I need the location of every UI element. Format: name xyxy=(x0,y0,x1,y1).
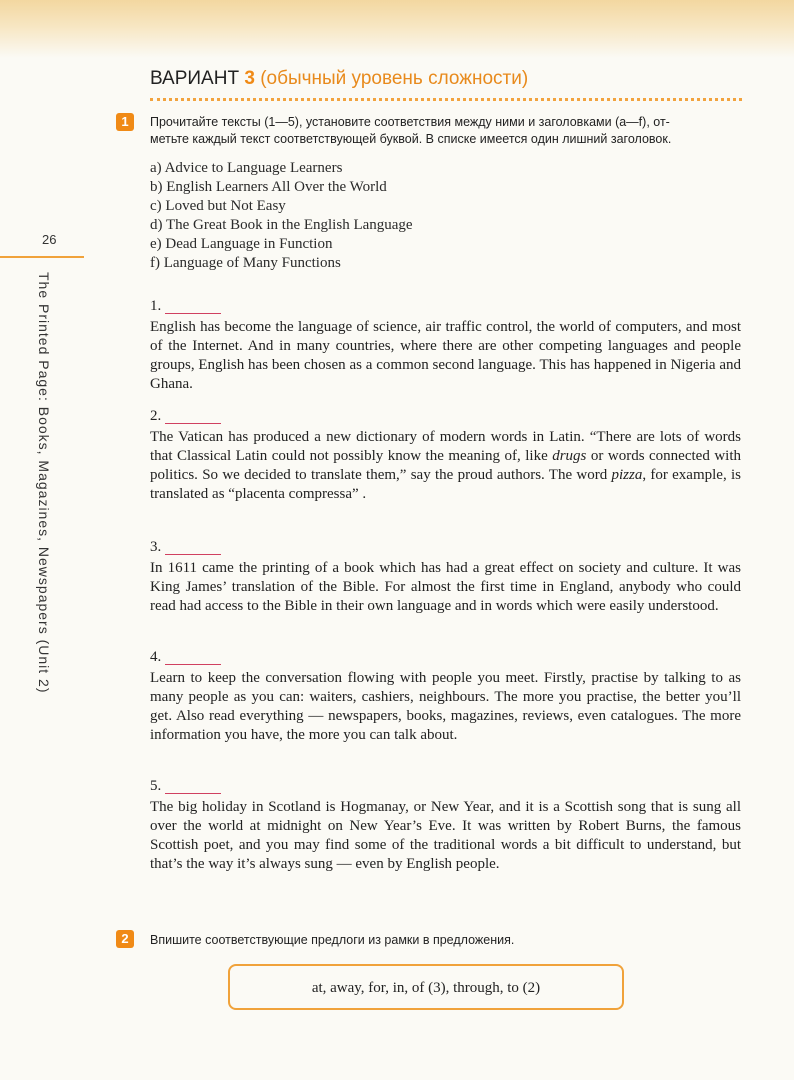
text-2-word-pizza: pizza xyxy=(611,467,643,483)
text-4-body: Learn to keep the conversation flowing with people you meet. Firstly, practise by talking to as many people as you can: waiters, cashiers, neighbours. The more you practise, the better you’ll get. Also read everything — newspapers, books, magazines, reviews, even catalogues. The more information you have, the more you can talk about. xyxy=(150,670,741,743)
running-title: The Printed Page: Books, Magazines, Newspapers (Unit 2) xyxy=(36,272,52,694)
text-2-word-drugs: drugs xyxy=(552,448,587,464)
word-box: at, away, for, in, of (3), through, to (2) xyxy=(228,964,624,1010)
dotted-divider xyxy=(150,98,742,101)
task-2-instruction: Впишите соответствующие предлоги из рамки в предложения. xyxy=(150,933,515,947)
text-2 xyxy=(150,407,741,504)
variant-number: 3 xyxy=(244,68,255,89)
top-page-band xyxy=(0,0,794,58)
heading-option-a: a) Advice to Language Learners xyxy=(150,160,343,176)
heading-option-b: b) English Learners All Over the World xyxy=(150,179,387,195)
heading-option-e: e) Dead Language in Function xyxy=(150,236,333,252)
task-1-instruction xyxy=(150,114,671,148)
answer-blank-1[interactable] xyxy=(165,313,221,314)
task-1-instruction-line-1: Прочитайте тексты (1—5), установите соответствия между ними и заголовками (a—f), от- xyxy=(150,115,670,129)
answer-blank-4[interactable] xyxy=(165,664,221,665)
text-2-part-1: The Vatican has produced a new dictionary of modern words in Latin. “There are lots of words that Classical Latin could not possibly know the meaning of, like xyxy=(150,429,741,464)
variant-label: ВАРИАНТ xyxy=(150,68,240,89)
text-4-number: 4. xyxy=(150,649,162,665)
text-1-body: English has become the language of science, air traffic control, the world of computers, and most of the Internet. And in many countries, where there are other competing languages and people groups, English has been chosen as a common second language. This has happened in Nigeria and Ghana. xyxy=(150,319,741,392)
text-2-part-2: or words connected with politics. So we decided to translate them,” say the proud authors. The word xyxy=(150,448,741,483)
side-divider xyxy=(0,256,84,258)
text-5-number: 5. xyxy=(150,778,162,794)
text-1-number: 1. xyxy=(150,298,162,314)
text-2-body xyxy=(150,428,741,504)
answer-blank-2[interactable] xyxy=(165,423,221,424)
text-1 xyxy=(150,297,741,394)
task-1-badge: 1 xyxy=(116,113,134,131)
answer-blank-3[interactable] xyxy=(165,554,221,555)
text-3-number: 3. xyxy=(150,539,162,555)
text-3 xyxy=(150,538,741,616)
text-4 xyxy=(150,648,741,745)
answer-blank-5[interactable] xyxy=(165,793,221,794)
text-5-body: The big holiday in Scotland is Hogmanay, or New Year, and it is a Scottish song that is sung all over the world at midnight on New Year’s Eve. It was written by Robert Burns, the famous Scottish poet, and you may find some of the traditional words a bit difficult to understand, but that’s the way it’s always sung — even by English people. xyxy=(150,799,741,872)
text-2-part-3: , for example, is translated as “placenta compressa” . xyxy=(150,467,741,502)
variant-heading xyxy=(150,68,528,90)
difficulty-level: (обычный уровень сложности) xyxy=(260,68,529,89)
text-5 xyxy=(150,777,741,874)
heading-option-c: c) Loved but Not Easy xyxy=(150,198,286,214)
heading-option-f: f) Language of Many Functions xyxy=(150,255,341,271)
heading-option-d: d) The Great Book in the English Language xyxy=(150,217,413,233)
text-2-number: 2. xyxy=(150,408,162,424)
page-number: 26 xyxy=(42,232,57,247)
headings-list xyxy=(150,159,413,273)
text-3-body: In 1611 came the printing of a book which has had a great effect on society and culture. It was King James’ translation of the Bible. For almost the first time in England, anybody who could read had access to the Bible in their own language and in words which were easily understood. xyxy=(150,560,741,614)
task-1-instruction-line-2: метьте каждый текст соответствующей буквой. В списке имеется один лишний заголовок. xyxy=(150,132,672,146)
task-2-badge: 2 xyxy=(116,930,134,948)
